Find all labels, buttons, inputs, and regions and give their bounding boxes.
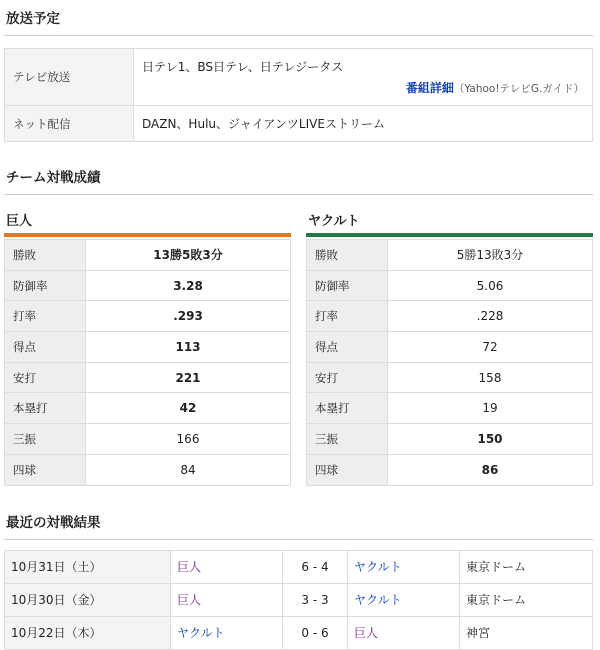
result-venue: 東京ドーム xyxy=(460,583,593,616)
stat-value: 72 xyxy=(388,332,593,363)
stat-value: 166 xyxy=(86,424,291,455)
stat-label: 四球 xyxy=(5,454,86,485)
stat-value: 150 xyxy=(388,424,593,455)
stat-row xyxy=(307,301,593,332)
stat-row xyxy=(307,393,593,424)
stat-row xyxy=(5,393,291,424)
stat-value: 19 xyxy=(388,393,593,424)
away-team-name: ヤクルト xyxy=(308,214,360,229)
stat-row xyxy=(5,240,291,271)
stat-label: 防御率 xyxy=(5,270,86,301)
stat-row xyxy=(5,362,291,393)
stat-value: 158 xyxy=(388,362,593,393)
stat-value: 5勝13敗3分 xyxy=(388,240,593,271)
result-venue: 神宮 xyxy=(460,616,593,649)
result-team2-link[interactable]: ヤクルト xyxy=(348,583,460,616)
stat-value: 221 xyxy=(86,362,291,393)
away-team-panel xyxy=(306,205,593,486)
net-streaming-value: DAZN、Hulu、ジャイアンツLIVEストリーム xyxy=(134,106,593,142)
recent-results-table xyxy=(4,550,593,650)
result-team2-link[interactable]: 巨人 xyxy=(348,616,460,649)
stat-label: 打率 xyxy=(307,301,388,332)
result-date: 10月22日（木） xyxy=(5,616,171,649)
stat-row xyxy=(307,240,593,271)
result-row xyxy=(5,616,593,649)
stat-label: 安打 xyxy=(307,362,388,393)
stat-value: 86 xyxy=(388,454,593,485)
stat-row xyxy=(5,301,291,332)
stat-row xyxy=(307,332,593,363)
home-team-stats-table xyxy=(4,239,291,486)
stat-value: 84 xyxy=(86,454,291,485)
team-stats-section-title: チーム対戦成績 xyxy=(4,159,593,195)
stat-label: 安打 xyxy=(5,362,86,393)
stat-label: 三振 xyxy=(5,424,86,455)
stat-row xyxy=(307,362,593,393)
result-date: 10月30日（金） xyxy=(5,583,171,616)
result-team1-link[interactable]: 巨人 xyxy=(171,583,283,616)
stat-label: 四球 xyxy=(307,454,388,485)
tv-broadcast-label: テレビ放送 xyxy=(5,49,134,106)
tv-broadcast-cell xyxy=(134,49,593,106)
stat-row xyxy=(307,270,593,301)
net-streaming-label: ネット配信 xyxy=(5,106,134,142)
program-detail-line xyxy=(142,79,584,96)
result-score: 6 - 4 xyxy=(283,550,348,583)
stat-value: 5.06 xyxy=(388,270,593,301)
stat-label: 得点 xyxy=(307,332,388,363)
stat-label: 勝敗 xyxy=(5,240,86,271)
tv-broadcast-row xyxy=(5,49,593,106)
stat-row xyxy=(307,424,593,455)
stat-label: 勝敗 xyxy=(307,240,388,271)
stat-label: 本塁打 xyxy=(307,393,388,424)
broadcast-section-title: 放送予定 xyxy=(4,0,593,36)
program-detail-link[interactable]: 番組詳細 xyxy=(405,81,454,95)
result-score: 3 - 3 xyxy=(283,583,348,616)
stat-value: .293 xyxy=(86,301,291,332)
stat-row xyxy=(5,270,291,301)
stat-row xyxy=(5,332,291,363)
result-row xyxy=(5,550,593,583)
stat-value: .228 xyxy=(388,301,593,332)
stat-value: 42 xyxy=(86,393,291,424)
stat-row xyxy=(5,454,291,485)
team-stats-container xyxy=(4,205,593,486)
stat-label: 本塁打 xyxy=(5,393,86,424)
stat-value: 13勝5敗3分 xyxy=(86,240,291,271)
net-streaming-row xyxy=(5,106,593,142)
stat-label: 防御率 xyxy=(307,270,388,301)
stat-label: 三振 xyxy=(307,424,388,455)
home-team-color-bar xyxy=(4,233,291,237)
home-team-name: 巨人 xyxy=(6,214,33,229)
result-team1-link[interactable]: ヤクルト xyxy=(171,616,283,649)
result-team1-link[interactable]: 巨人 xyxy=(171,550,283,583)
stat-row xyxy=(307,454,593,485)
result-date: 10月31日（土） xyxy=(5,550,171,583)
away-team-stats-table xyxy=(306,239,593,486)
stat-value: 113 xyxy=(86,332,291,363)
broadcast-table xyxy=(4,48,593,142)
tv-broadcast-value: 日テレ1、BS日テレ、日テレジータス xyxy=(142,60,344,74)
stat-row xyxy=(5,424,291,455)
result-score: 0 - 6 xyxy=(283,616,348,649)
stat-label: 打率 xyxy=(5,301,86,332)
stat-label: 得点 xyxy=(5,332,86,363)
home-team-panel xyxy=(4,205,291,486)
stat-value: 3.28 xyxy=(86,270,291,301)
program-detail-source: （Yahoo!テレビG.ガイド） xyxy=(453,83,584,95)
away-team-color-bar xyxy=(306,233,593,237)
recent-results-section-title: 最近の対戦結果 xyxy=(4,504,593,540)
result-venue: 東京ドーム xyxy=(460,550,593,583)
result-row xyxy=(5,583,593,616)
result-team2-link[interactable]: ヤクルト xyxy=(348,550,460,583)
